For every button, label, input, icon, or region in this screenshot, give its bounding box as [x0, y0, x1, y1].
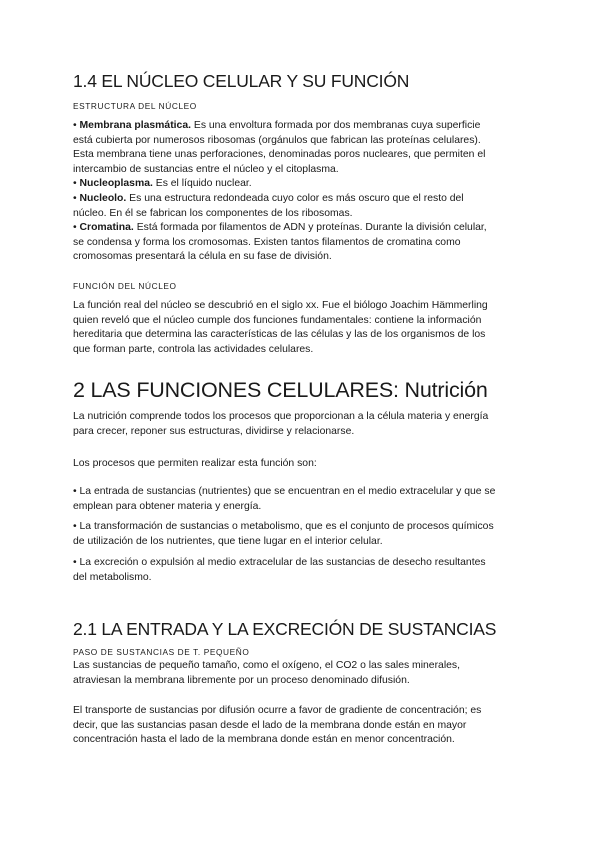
text-line: emplean para obtener materia y energía.	[73, 500, 262, 512]
item-nucleolo: • Nucleolo. Es una estructura redondeada cuyo color es más oscuro que el resto del	[73, 192, 464, 204]
text-line: La función real del núcleo se descubrió en el siglo xx. Fue el biólogo Joachim Hämmerling	[73, 300, 488, 311]
text-line: decir, que las sustancias pasan desde el lado de la membrana donde están en mayor	[73, 719, 467, 731]
funcion-paragraph	[73, 299, 533, 357]
item-cromatina: • Cromatina. Está formada por filamentos de ADN y proteínas. Durante la división celular,	[73, 222, 487, 234]
text-line: cromosomas presentará la célula en su fase de división.	[73, 251, 332, 263]
section-title-1-4: 1.4 EL NÚCLEO CELULAR Y SU FUNCIÓN	[73, 71, 410, 91]
section-title-2: 2 LAS FUNCIONES CELULARES: Nutrición	[73, 378, 488, 402]
text-line: que forman parte, controla las actividades celulares.	[73, 343, 314, 355]
text-line: • La transformación de sustancias o metabolismo, que es el conjunto de procesos químicos	[73, 521, 494, 532]
section-title-2-1: 2.1 LA ENTRADA Y LA EXCRECIÓN DE SUSTANCIAS	[73, 619, 497, 639]
text-line: atraviesan la membrana libremente por un proceso denominado difusión.	[73, 674, 410, 686]
text-line: Esta membrana tiene unas perforaciones, denominadas poros nucleares, que permiten el	[73, 149, 486, 161]
procesos-intro: Los procesos que permiten realizar esta función son:	[73, 458, 317, 469]
text-line: La nutrición comprende todos los procesos que proporcionan a la célula materia y energía	[73, 411, 489, 422]
text-line: se condensa y forma los cromosomas. Existen tantos filamentos de cromatina como	[73, 236, 461, 248]
text-line: concentración hasta el lado de la membrana donde están en menor concentración.	[73, 734, 455, 746]
bullet-excrecion	[73, 556, 533, 585]
term-nucleoplasma: Nucleoplasma.	[79, 178, 153, 190]
text-line: El transporte de sustancias por difusión ocurre a favor de gradiente de concentración; es	[73, 705, 482, 716]
term-membrana: Membrana plasmática.	[79, 120, 191, 131]
difusion-paragraph	[73, 704, 533, 748]
bullet-transformacion	[73, 520, 533, 549]
subheading-paso: PASO DE SUSTANCIAS DE T. PEQUEÑO	[73, 647, 250, 657]
text-line: del metabolismo.	[73, 571, 152, 583]
text-line: quien reveló que el núcleo cumple dos funciones fundamentales: contiene la información	[73, 314, 482, 326]
text-line: núcleo. En él se fabrican los componentes de los ribosomas.	[73, 207, 353, 219]
estructura-list	[73, 119, 533, 265]
subheading-funcion: FUNCIÓN DEL NÚCLEO	[73, 281, 177, 291]
text-line: • La entrada de sustancias (nutrientes) que se encuentran en el medio extracelular y que se	[73, 486, 496, 497]
term-cromatina: Cromatina.	[79, 222, 134, 234]
item-nucleoplasma: • Nucleoplasma. Es el líquido nuclear.	[73, 178, 252, 190]
text-line: hereditaria que determina las características de las células y las de los organismos de los	[73, 329, 486, 341]
paso-paragraph	[73, 659, 533, 688]
text-line: Las sustancias de pequeño tamaño, como el oxígeno, el CO2 o las sales minerales,	[73, 660, 460, 671]
text-line: intercambio de sustancias entre el núcleo y el citoplasma.	[73, 163, 339, 175]
bullet-entrada	[73, 485, 533, 514]
item-membrana: • Membrana plasmática. Es una envoltura formada por dos membranas cuya superficie	[73, 120, 481, 131]
subheading-estructura: ESTRUCTURA DEL NÚCLEO	[73, 101, 197, 111]
term-nucleolo: Nucleolo.	[79, 192, 127, 204]
text-line: • La excreción o expulsión al medio extracelular de las sustancias de desecho resultantes	[73, 557, 486, 568]
text-line: para crecer, reponer sus estructuras, dividirse y relacionarse.	[73, 425, 355, 437]
text-line: de utilización de los nutrientes, que tiene lugar en el interior celular.	[73, 535, 383, 547]
nutricion-intro	[73, 410, 533, 439]
text-line: está cubierta por numerosos ribosomas (orgánulos que fabrican las proteínas celulares).	[73, 134, 481, 146]
